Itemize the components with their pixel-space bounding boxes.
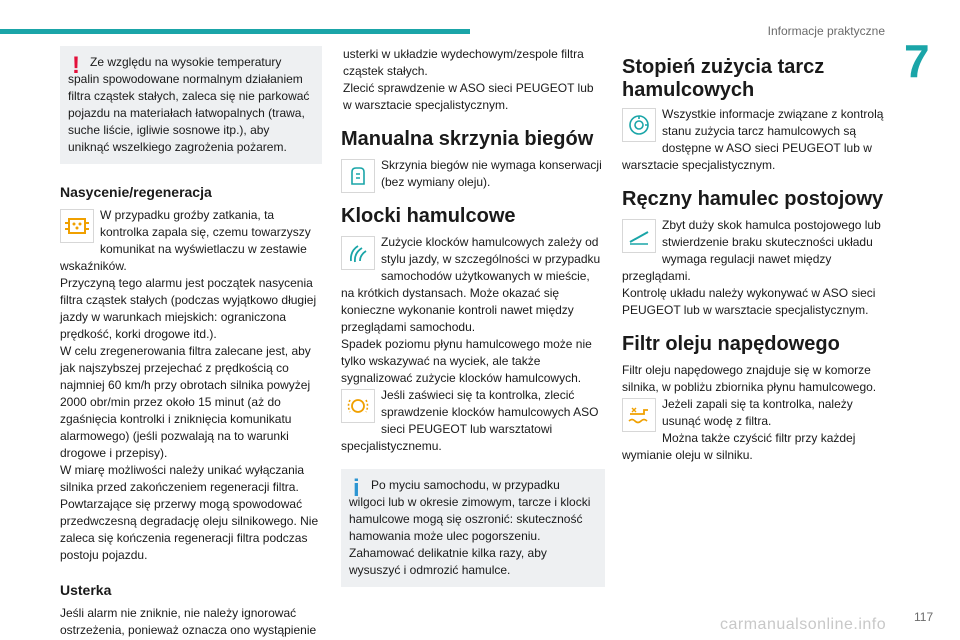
filtr-p1: Filtr oleju napędowego znajduje się w komorze silnika, w pobliżu zbiornika płynu hamulcowego. bbox=[622, 363, 877, 394]
tarcze-icon-para bbox=[622, 106, 884, 174]
section-title: Informacje praktyczne bbox=[767, 24, 885, 38]
tarcze-icon-text: Wszystkie informacje związane z kontrolą stanu zużycia tarcz hamulcowych są dostępne w ASO sieci PEUGEOT lub w warsztacie specjalistycznym. bbox=[622, 107, 884, 172]
nasycenie-p2: W celu zregenerowania filtra zalecane jest, aby jak najszybszej przejechać z prędkością co najmniej 60 km/h przy obrotach silnika powyżej 2000 obr/min przez około 15 minut (aż do zgaśnięcia kontrolki i zniknięcia komunikatu alarmowego) (jeśli pozwalają na to warunki drogowe i przepisy). bbox=[60, 344, 311, 460]
warning-box bbox=[60, 46, 322, 164]
warning-text: Ze względu na wysokie temperatury spalin spowodowane normalnym działaniem filtra cząstek stałych, zaleca się nie parkować pojazdu na materiałach łatwopalnych (trawa, suche liście, igliwie sosnowe itp.), aby uniknąć wszelkiego zagrożenia pożarem. bbox=[68, 55, 310, 154]
reczny-icon-para bbox=[622, 217, 884, 285]
watermark: carmanualsonline.info bbox=[720, 616, 887, 633]
heading-klocki: Klocki hamulcowe bbox=[341, 205, 516, 227]
info-text: Po myciu samochodu, w przypadku wilgoci lub w okresie zimowym, tarcze i klocki hamulcowe mogą się oszronić: skuteczność hamowania może ulec pogorszeniu. Zahamować delikatnie kilka razy, aby wysuszyć i odmrozić hamulce. bbox=[349, 478, 591, 577]
cont-text: usterki w układzie wydechowym/zespole filtra cząstek stałych. bbox=[343, 47, 584, 78]
water-in-fuel-icon bbox=[622, 398, 656, 432]
klocki-p2: Spadek poziomu płynu hamulcowego może nie tylko wskazywać na wyciek, ale także sygnalizować zużycie klocków hamulcowych. bbox=[341, 337, 592, 385]
reczny-icon-text: Zbyt duży skok hamulca postojowego lub stwierdzenie braku skuteczności układu wymaga regulacji nawet między przeglądami. bbox=[622, 218, 881, 283]
klocki-icon-para bbox=[341, 234, 605, 336]
info-box bbox=[341, 469, 605, 587]
info-i-icon: i bbox=[353, 475, 360, 502]
filtr-icon-text: Jeżeli zapali się ta kontrolka, należy usunąć wodę z filtra. bbox=[662, 397, 853, 428]
reczny-p2: Kontrolę układu należy wykonywać w ASO sieci PEUGEOT lub w warsztacie specjalistycznym. bbox=[622, 286, 876, 317]
heading-reczny: Ręczny hamulec postojowy bbox=[622, 188, 884, 210]
filtr-icon-para bbox=[622, 396, 884, 430]
page-number: 117 bbox=[914, 610, 934, 624]
nasycenie-p3: W miarę możliwości należy unikać wyłączania silnika przed zakończeniem regeneracji filtra. Powtarzające się przerwy mogą spowodować przedwczesną degradację oleju silnikowego. Nie zaleca się kończenia regeneracji filtra podczas postoju pojazdu. bbox=[60, 463, 319, 562]
column-1 bbox=[60, 46, 322, 639]
heading-filtr: Filtr oleju napędowego bbox=[622, 333, 840, 355]
column-2 bbox=[341, 46, 605, 587]
nasycenie-icon-text: W przypadku groźby zatkania, ta kontrolka zapala się, czemu towarzyszy komunikat na wyświetlaczu w zestawie wskaźników. bbox=[60, 208, 311, 273]
brake-warning-icon bbox=[341, 389, 375, 423]
usterka-text: Jeśli alarm nie zniknie, nie należy ignorować ostrzeżenia, ponieważ oznacza ono wystąpienie bbox=[60, 606, 317, 637]
klocki-icon2-text: Jeśli zaświeci się ta kontrolka, zlecić sprawdzenie klocków hamulcowych ASO sieci PEUGEOT lub warsztatowi specjalistycznemu. bbox=[341, 388, 599, 453]
heading-usterka: Usterka bbox=[60, 582, 112, 598]
heading-nasycenie: Nasycenie/regeneracja bbox=[60, 184, 212, 200]
cont-text-2: Zlecić sprawdzenie w ASO sieci PEUGEOT lub w warsztacie specjalistycznym. bbox=[343, 81, 594, 112]
heading-skrzynia: Manualna skrzynia biegów bbox=[341, 128, 594, 150]
brake-pads-icon bbox=[341, 236, 375, 270]
gearbox-icon bbox=[341, 159, 375, 193]
brake-disc-icon bbox=[622, 108, 656, 142]
parking-brake-icon bbox=[622, 219, 656, 253]
particle-filter-warning-icon bbox=[60, 209, 94, 243]
klocki-icon-text: Zużycie klocków hamulcowych zależy od stylu jazdy, w szczególności w przypadku samochodów użytkowanych w mieście, na krótkich dystansach. Może okazać się konieczne wykonanie kontroli nawet między przeglądami samochodu. bbox=[341, 235, 601, 334]
klocki-icon2-para bbox=[341, 387, 605, 455]
nasycenie-p1: Przyczyną tego alarmu jest początek nasycenia filtra cząstek stałych (podczas wyjątkowo długiej jazdy w warunkach miejskich: ograniczona prędkość, korki drogowe itd.). bbox=[60, 276, 317, 341]
skrzynia-text: Skrzynia biegów nie wymaga konserwacji (bez wymiany oleju). bbox=[381, 158, 602, 189]
header-accent-bar bbox=[0, 29, 470, 34]
nasycenie-icon-para bbox=[60, 207, 322, 275]
column-3 bbox=[622, 46, 884, 464]
chapter-number: 7 bbox=[904, 35, 930, 87]
filtr-p2: Można także czyścić filtr przy każdej wymianie oleju w silniku. bbox=[622, 431, 856, 462]
warning-exclamation-icon: ! bbox=[72, 52, 80, 79]
heading-tarcze: Stopień zużycia tarcz hamulcowych bbox=[622, 56, 825, 101]
skrzynia-icon-para bbox=[341, 157, 605, 191]
